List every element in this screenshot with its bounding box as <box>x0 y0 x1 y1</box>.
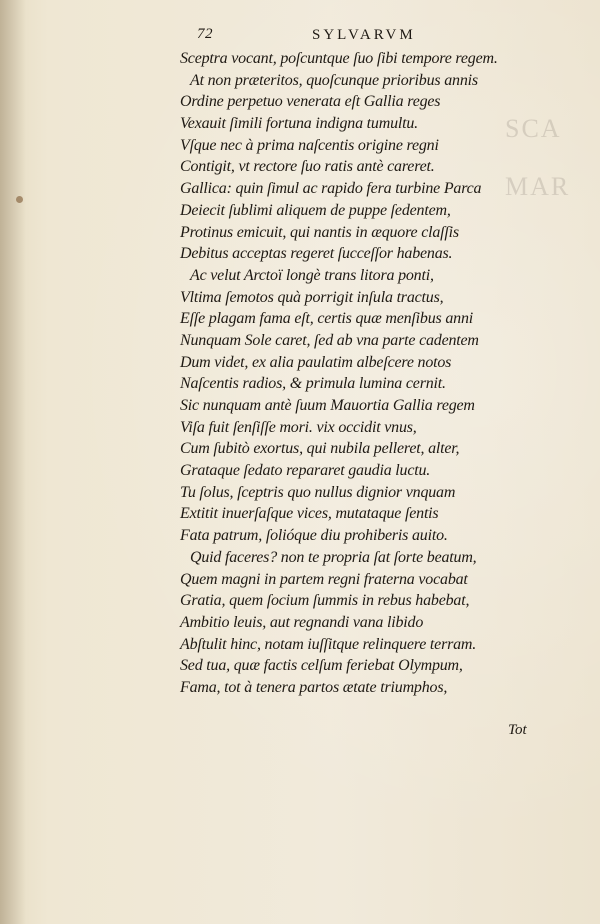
verse-line: Sceptra vocant, poſcuntque ſuo ſibi tempore regem. <box>180 50 498 67</box>
running-head: SYLVARVM <box>312 27 416 43</box>
verse-line: Vſque nec à prima naſcentis origine regni <box>180 136 439 154</box>
verse-line: Grataque ſedato repararet gaudia luctu. <box>180 462 431 480</box>
verse-line: Eſſe plagam fama eſt, certis quæ menſibus anni <box>180 310 473 328</box>
verse-line: Sed tua, quæ factis celſum feriebat Olympum, <box>180 657 463 675</box>
verse-line: Quem magni in partem regni fraterna vocabat <box>180 570 468 588</box>
verse-line: Gallica: quin ſimul ac rapido fera turbine Parca <box>180 180 482 198</box>
verse-line: Naſcentis radios, & primula lumina cernit. <box>180 375 446 393</box>
bleed-line: SCA <box>505 114 562 143</box>
verse-line: Vexauit ſimili fortuna indigna tumultu. <box>180 115 418 133</box>
verse-line: Vltima ſemotos quà porrigit inſula tractus, <box>180 288 444 306</box>
verse-line: Deiecit ſublimi aliquem de puppe ſedentem, <box>180 201 451 219</box>
verse-line: Gratia, quem ſocium ſummis in rebus habebat, <box>180 592 470 610</box>
verse-line: Quid faceres? non te propria ſat ſorte beatum, <box>190 548 477 566</box>
catchword: Tot <box>508 722 527 738</box>
verse-block <box>180 48 550 699</box>
verse-line: Cum ſubitò exortus, qui nubila pelleret, alter, <box>180 440 460 458</box>
verse-line: Fata patrum, ſolióque diu prohiberis auito. <box>180 527 448 545</box>
verse-line: Contigit, vt rectore ſuo ratis antè careret. <box>180 158 435 176</box>
gutter-shadow <box>0 0 26 924</box>
verse-line: Nunquam Sole caret, ſed ab vna parte cadentem <box>180 331 479 349</box>
verse-line: Fama, tot à tenera partos ætate triumphos, <box>180 678 448 696</box>
verse-line: Sic nunquam antè ſuum Mauortia Gallia regem <box>180 397 475 414</box>
verse-line: Ordine perpetuo venerata eſt Gallia reges <box>180 93 441 111</box>
verse-line: At non præteritos, quoſcunque prioribus annis <box>190 71 478 89</box>
verse-line: Dum videt, ex alia paulatim albeſcere notos <box>180 353 452 371</box>
verse-line: Abſtulit hinc, notam iuſſitque relinquere terram. <box>180 635 477 653</box>
verse-line: Ac velut Arctoï longè trans litora ponti, <box>190 266 434 284</box>
verse-line: Tu ſolus, ſceptris quo nullus dignior vnquam <box>180 483 456 501</box>
verse-line: Protinus emicuit, qui nantis in æquore claſſis <box>180 223 459 241</box>
verse-line: Viſa fuit ſenſiſſe mori. vix occidit vnus, <box>180 418 417 436</box>
bleed-line: MAR <box>505 172 571 201</box>
verse-line: Extitit inuerſaſque vices, mutataque ſentis <box>180 505 439 523</box>
verse-line: Ambitio leuis, aut regnandi vana libido <box>180 613 424 631</box>
verse-line: Debitus acceptas regeret ſucceſſor habenas. <box>180 245 453 263</box>
foxing-spot <box>16 196 23 203</box>
page-number: 72 <box>197 26 213 42</box>
